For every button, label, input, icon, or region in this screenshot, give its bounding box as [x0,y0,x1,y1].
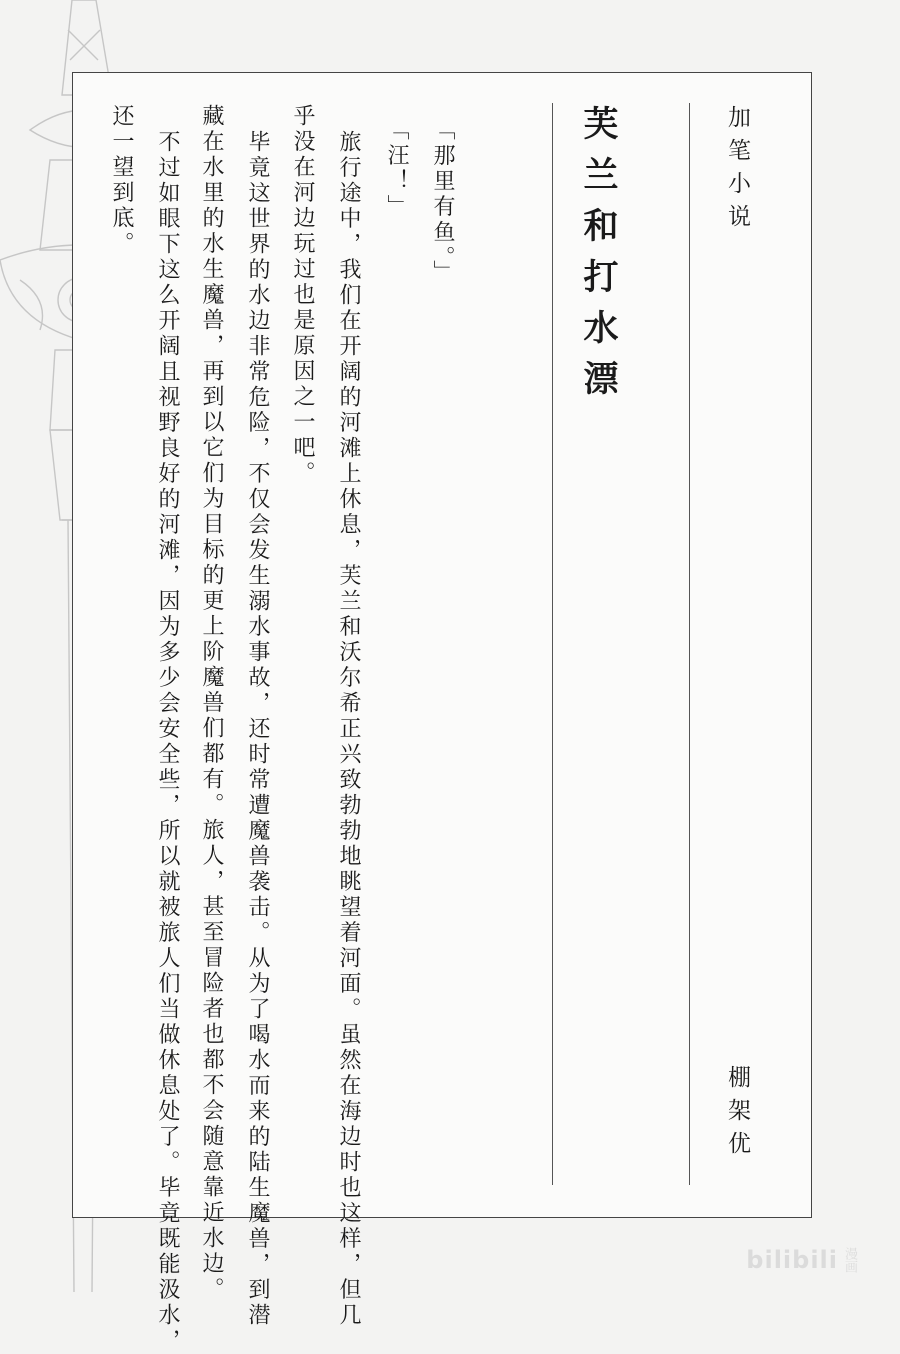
body-line: 「汪！」 [384,118,409,220]
page-title: 芙兰和打水漂 [578,105,619,411]
body-line: 不过如眼下这么开阔且视野良好的河滩，因为多少会安全些，所以就被旅人们当做休息处了。毕竟既能汲水， [155,130,180,1354]
bilibili-watermark [746,1246,870,1274]
series-label: 加笔小说 [724,105,750,237]
body-line: 还一望到底。 [109,104,134,257]
body-line: 乎没在河边玩过也是原因之一吧。 [290,104,315,487]
body-line: 旅行途中，我们在开阔的河滩上休息，芙兰和沃尔希正兴致勃勃地眺望着河面。虽然在海边时也这样，但几 [336,130,361,1329]
bilibili-logo-text: bilibili [746,1246,838,1274]
manga-label: 漫画 [842,1247,857,1273]
body-line: 「那里有鱼。」 [430,118,455,286]
body-line: 毕竟这世界的水边非常危险，不仅会发生溺水事故，还时常遭魔兽袭击。从为了喝水而来的陆生魔兽，到潜 [245,130,270,1329]
title-divider-right [689,103,690,1185]
body-line: 藏在水里的水生魔兽，再到以它们为目标的更上阶魔兽们都有。旅人，甚至冒险者也都不会随意靠近水边。 [199,104,224,1303]
title-divider-left [552,103,553,1185]
author-name: 棚架优 [724,1065,750,1164]
